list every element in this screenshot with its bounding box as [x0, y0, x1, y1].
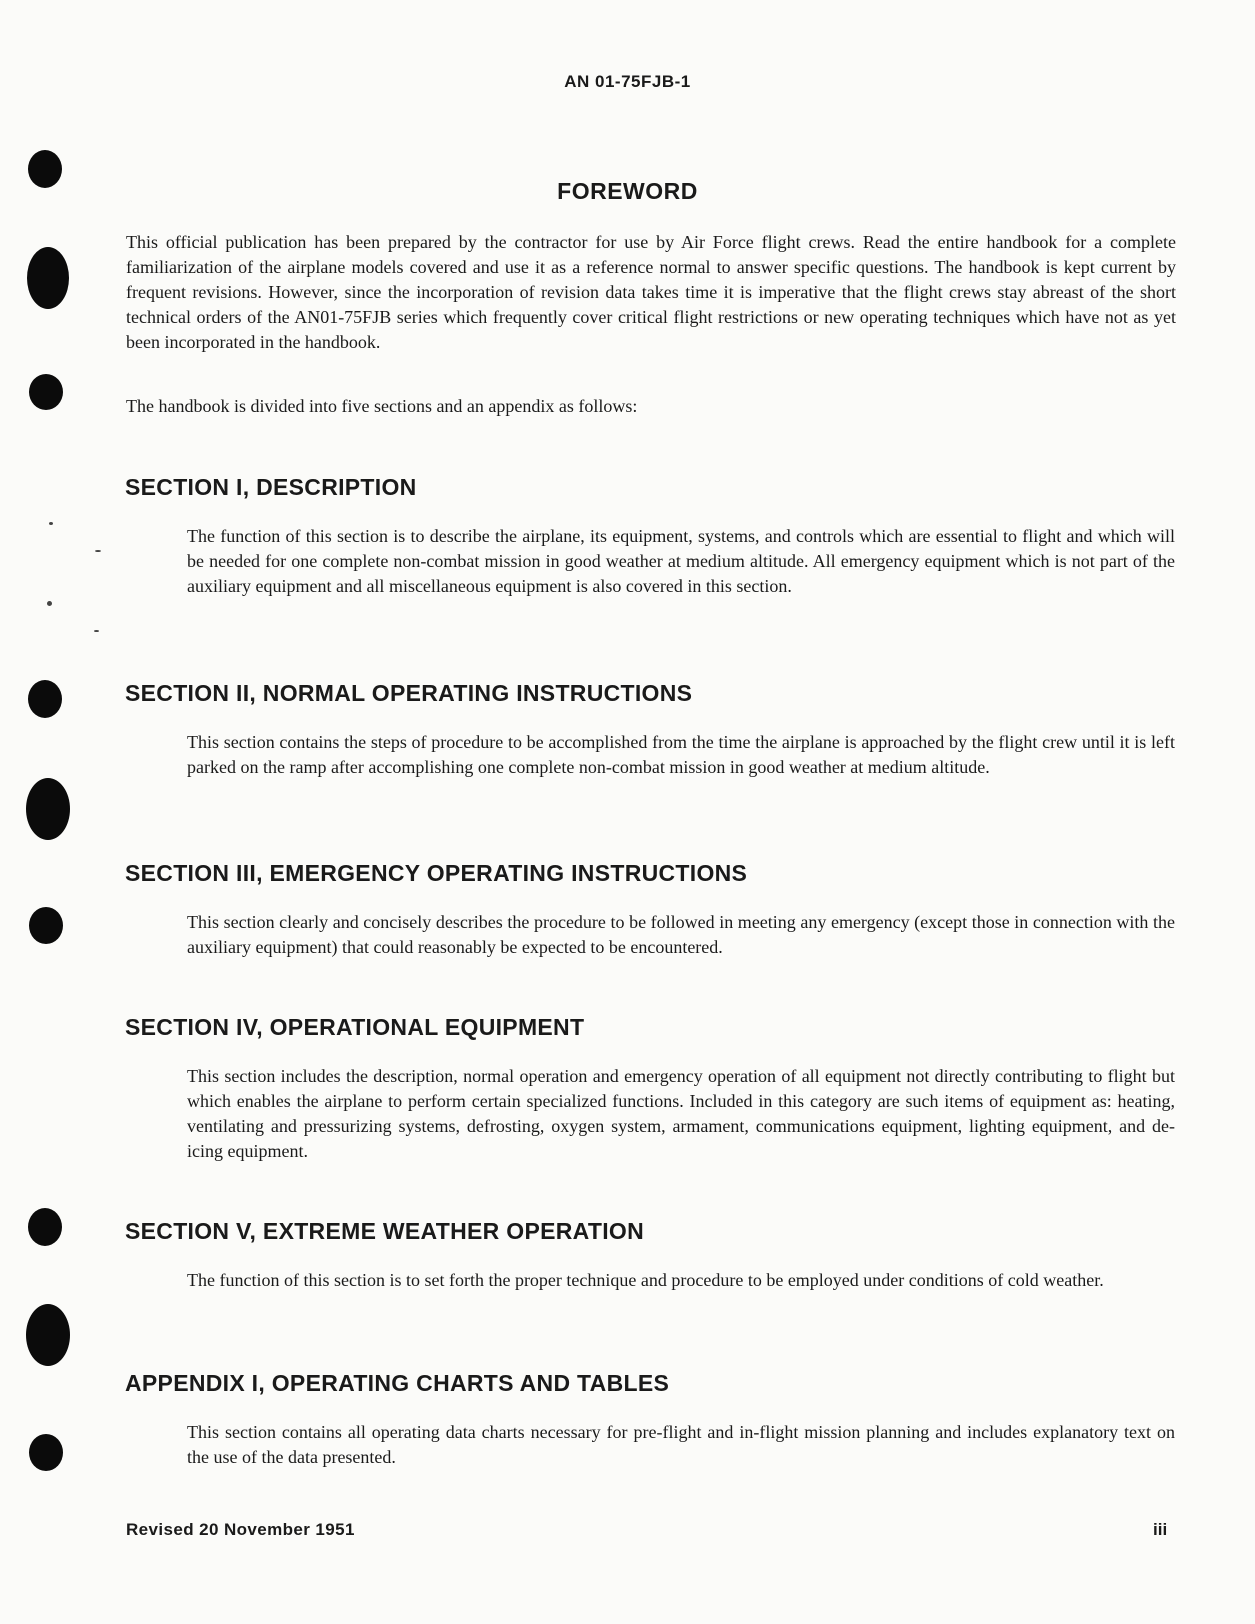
speck	[49, 522, 53, 525]
punch-hole	[29, 374, 63, 410]
document-number: AN 01-75FJB-1	[564, 72, 691, 91]
section-heading: APPENDIX I, OPERATING CHARTS AND TABLES	[125, 1370, 670, 1396]
section-text: This section contains all operating data charts necessary for pre-flight and in-flight mission planning and includes explanatory text on the use of the data presented.	[187, 1422, 1175, 1467]
punch-hole	[26, 778, 70, 840]
speck	[94, 630, 99, 632]
foreword-paragraph: This official publication has been prepared by the contractor for use by Air Force flight crews. Read the entire handbook for a complete familiarization of the airplane models covered and use it as a reference normal to answer specific questions. The handbook is kept current by frequent revisions. However, since the incorporation of revision data takes time it is imperative that the flight crews stay abreast of the short technical orders of the AN01-75FJB series which frequently cover critical flight restrictions or new operating techniques which have not as yet been incorporated in the handbook.	[126, 232, 1176, 352]
section-text: This section contains the steps of procedure to be accomplished from the time the airplane is approached by the flight crew until it is left parked on the ramp after accomplishing one complete non-combat mission in good weather at medium altitude.	[187, 732, 1175, 777]
foreword-paragraph: The handbook is divided into five sections and an appendix as follows:	[126, 396, 638, 416]
punch-hole	[28, 1208, 62, 1246]
speck	[47, 601, 52, 606]
punch-hole	[26, 1304, 70, 1366]
punch-hole	[29, 1434, 63, 1471]
revision-date: Revised 20 November 1951	[126, 1520, 355, 1539]
section-text: This section clearly and concisely describes the procedure to be followed in meeting any emergency (except those in connection with the auxiliary equipment) that could reasonably be expected to be encountered.	[187, 912, 1175, 957]
page-number: iii	[1153, 1520, 1168, 1539]
section-text: The function of this section is to describe the airplane, its equipment, systems, and controls which are essential to flight and which will be needed for one complete non-combat mission in good weather at medium altitude. All emergency equipment which is not part of the auxiliary equipment and all miscellaneous equipment is also covered in this section.	[187, 526, 1175, 596]
section-heading: SECTION II, NORMAL OPERATING INSTRUCTIONS	[125, 680, 693, 706]
section-heading: SECTION III, EMERGENCY OPERATING INSTRUCTIONS	[125, 860, 748, 886]
section-text: The function of this section is to set forth the proper technique and procedure to be employed under conditions of cold weather.	[187, 1270, 1104, 1290]
section-heading: SECTION IV, OPERATIONAL EQUIPMENT	[125, 1014, 585, 1040]
speck	[95, 550, 101, 552]
foreword-title: FOREWORD	[557, 178, 698, 204]
punch-hole	[27, 247, 69, 309]
punch-hole	[28, 680, 62, 718]
section-heading: SECTION V, EXTREME WEATHER OPERATION	[125, 1218, 644, 1244]
section-heading: SECTION I, DESCRIPTION	[125, 474, 417, 500]
section-text: This section includes the description, normal operation and emergency operation of all equipment not directly contributing to flight but which enables the airplane to perform certain specialized functions. Included in this category are such items of equipment as: heating, ventilating and pressurizing systems, defrosting, oxygen system, armament, communications equipment, lighting equipment, and de-icing equipment.	[187, 1066, 1175, 1161]
punch-hole	[29, 907, 63, 944]
